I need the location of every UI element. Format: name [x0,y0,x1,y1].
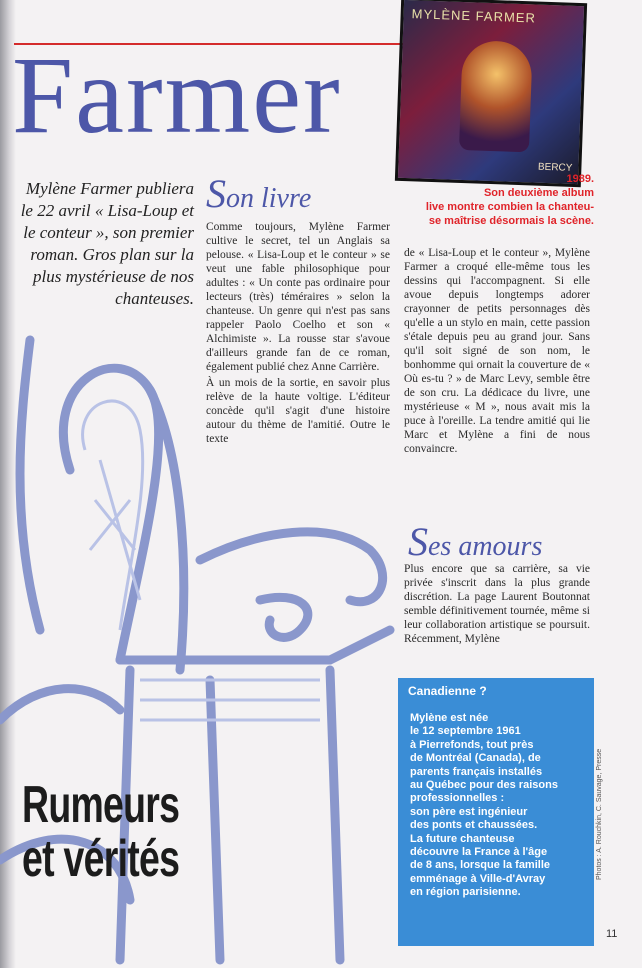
heading-initial: S [408,519,428,564]
article-paragraph: Plus encore que sa carrière, sa vie privée s'inscrit dans la plus grande discrétion. La page Laurent Boutonnat semble définitivement tournée, même si leur collaboration artistique se poursuit. Récemment, Mylène [404,563,590,645]
section-heading-son-livre [206,171,312,216]
album-cover-text: BERCY [537,161,573,174]
album-caption [404,172,594,228]
heading-rest: on livre [226,183,312,214]
article-paragraph: de « Lisa-Loup et le conteur », Mylène Farmer a croqué elle-même tous les dessins qui l'accompagnent. Si elle avoue depuis longtemps adorer crayonner de petits personnages dès qu'elle a un stylo en main, cette passion s'étale depuis peu au grand jour. Sans qu'il soit signé de son nom, le bonhomme qui ornait la couverture de « Où es-tu ? » de Marc Levy, semble être de son cru. La dédicace du livre, une mystérieuse « M », nous avait mis la puce à l'oreille. La tendre amitié qui lie Marc et Mylène a fini de nous convaincre. [404,247,590,455]
lead-paragraph: Mylène Farmer publiera le 22 avril « Lisa-Loup et le conteur », son premier roman. Gros plan sur la plus mystérieuse de nos chanteuses. [20,179,194,308]
article-paragraph: Comme toujours, Mylène Farmer cultive le secret, tel un Anglais sa pelouse. « Lisa-Loup et le conteur » se veut une fable philosophique pour adultes : « Un conte pas ordinaire pour lecteurs (très) téméraires » selon la chanteuse. Un genre qui n'est pas sans rappeler Paolo Coelho et son « Alchimiste ». La rousse star s'avoue d'ailleurs grande fan de ce roman, également publié chez Anne Carrière. [206,221,390,373]
page-title: Farmer [12,34,342,156]
info-box-title: Canadienne ? [408,684,487,698]
article-paragraph: À un mois de la sortie, en savoir plus relève de la haute voltige. L'éditeur concède qu'il s'agit d'une histoire autour du thème de l'amitié. Outre le texte [206,377,390,445]
heading-initial: S [206,171,226,216]
info-box-paragraph: Mylène est née le 12 septembre 1961 à Pierrefonds, tout près de Montréal (Canada), de parents français installés au Québec pour des raisons professionnelles : son père est ingénieur des ponts et chaussées. La future chanteuse découvre la France à l'âge de 8 ans, lorsque la famille emménage à Ville-d'Avray en région parisienne. [410,712,558,899]
caption-line: se maîtrise désormais la scène. [428,215,594,227]
article-column-1 [206,220,390,448]
rumeurs-headline [22,778,179,886]
headline-line: Rumeurs [22,776,180,834]
section-heading-ses-amours [408,519,543,564]
info-box-canadienne [398,678,594,946]
caption-year: 1989. [566,173,594,185]
article-column-2 [404,246,590,458]
album-cover-title: MYLÈNE FARMER [411,6,537,26]
article-column-3 [404,562,590,648]
singer-figure [459,40,533,152]
caption-line: live montre combien la chanteu- [425,201,594,213]
album-cover-photo [395,0,587,187]
page-number: 11 [606,928,618,940]
headline-line: et vérités [22,830,180,888]
caption-line: Son deuxième album [483,187,594,199]
heading-rest: es amours [428,531,543,562]
info-box-text [410,712,588,900]
photo-credit: Photos : A. Rouchkin, C. Sauvage, Presse [596,748,603,880]
